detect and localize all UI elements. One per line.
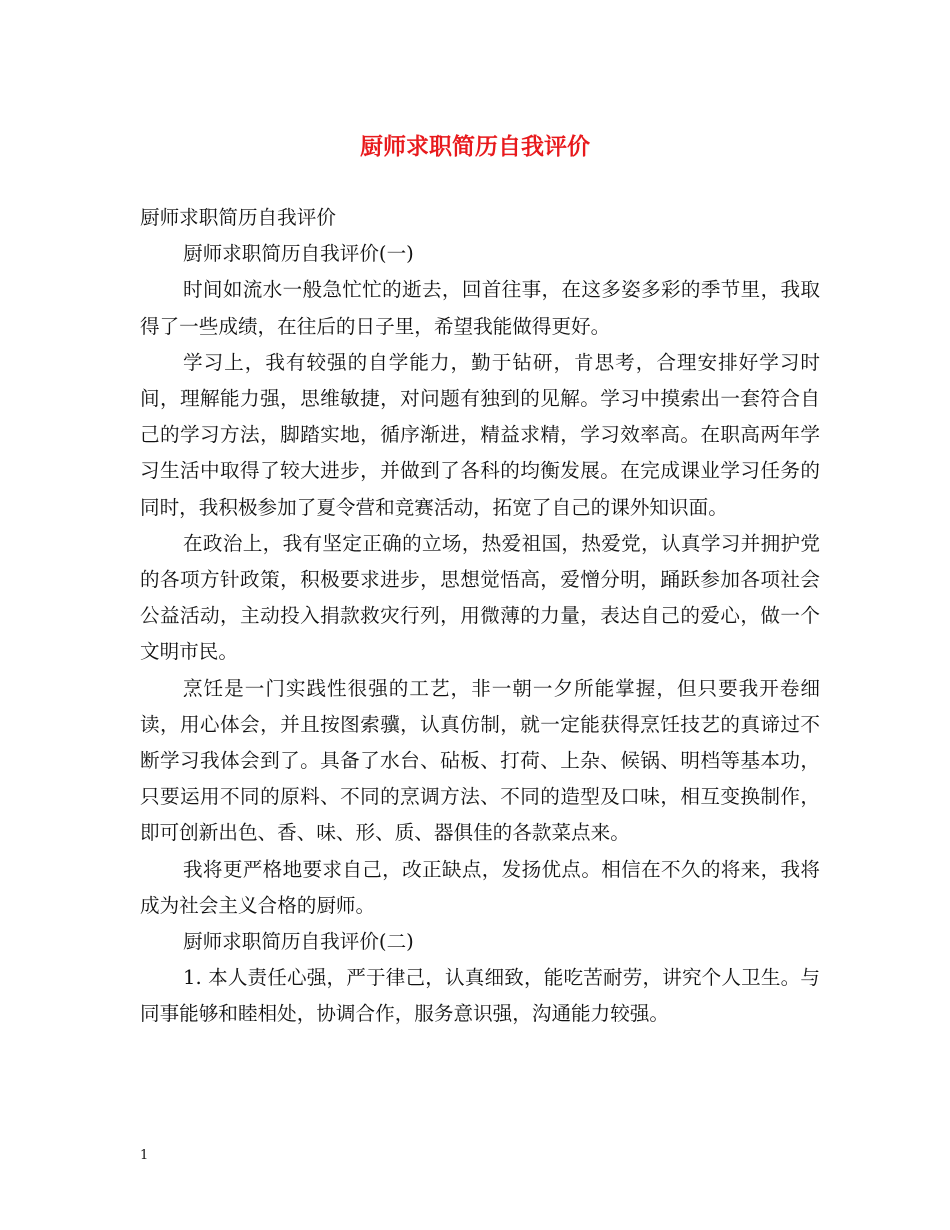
document-body xyxy=(140,200,820,1033)
document-title: 厨师求职简历自我评价 xyxy=(360,133,590,160)
paragraph: 学习上，我有较强的自学能力，勤于钻研，肯思考，合理安排好学习时间，理解能力强，思维敏捷，对问题有独到的见解。学习中摸索出一套符合自己的学习方法，脚踏实地，循序渐进，精益求精，学习效率高。在职高两年学习生活中取得了较大进步，并做到了各科的均衡发展。在完成课业学习任务的同时，我积极参加了夏令营和竞赛活动，拓宽了自己的课外知识面。 xyxy=(140,350,820,519)
paragraph: 在政治上，我有坚定正确的立场，热爱祖国，热爱党，认真学习并拥护党的各项方针政策，积极要求进步，思想觉悟高，爱憎分明，踊跃参加各项社会公益活动，主动投入捐款救灾行列，用微薄的力量，表达自己的爱心，做一个文明市民。 xyxy=(140,531,820,664)
section-heading-one: 厨师求职简历自我评价(一) xyxy=(183,242,414,266)
paragraph: 我将更严格地要求自己，改正缺点，发扬优点。相信在不久的将来，我将成为社会主义合格的厨师。 xyxy=(140,857,820,917)
page-number: 1 xyxy=(140,1148,149,1163)
section-heading-two: 厨师求职简历自我评价(二) xyxy=(183,930,414,954)
paragraph: 烹饪是一门实践性很强的工艺，非一朝一夕所能掌握，但只要我开卷细读，用心体会，并且按图索骥，认真仿制，就一定能获得烹饪技艺的真谛过不断学习我体会到了。具备了水台、砧板、打荷、上杂、候锅、明档等基本功，只要运用不同的原料、不同的烹调方法、不同的造型及口味，相互变换制作，即可创新出色、香、味、形、质、器俱佳的各款菜点来。 xyxy=(140,676,820,845)
paragraph: 时间如流水一般急忙忙的逝去，回首往事，在这多姿多彩的季节里，我取得了一些成绩，在往后的日子里，希望我能做得更好。 xyxy=(140,278,820,338)
paragraph: 1. 本人责任心强，严于律己，认真细致，能吃苦耐劳，讲究个人卫生。与同事能够和睦相处，协调合作，服务意识强，沟通能力较强。 xyxy=(140,966,820,1026)
paragraph-heading: 厨师求职简历自我评价 xyxy=(140,206,336,229)
